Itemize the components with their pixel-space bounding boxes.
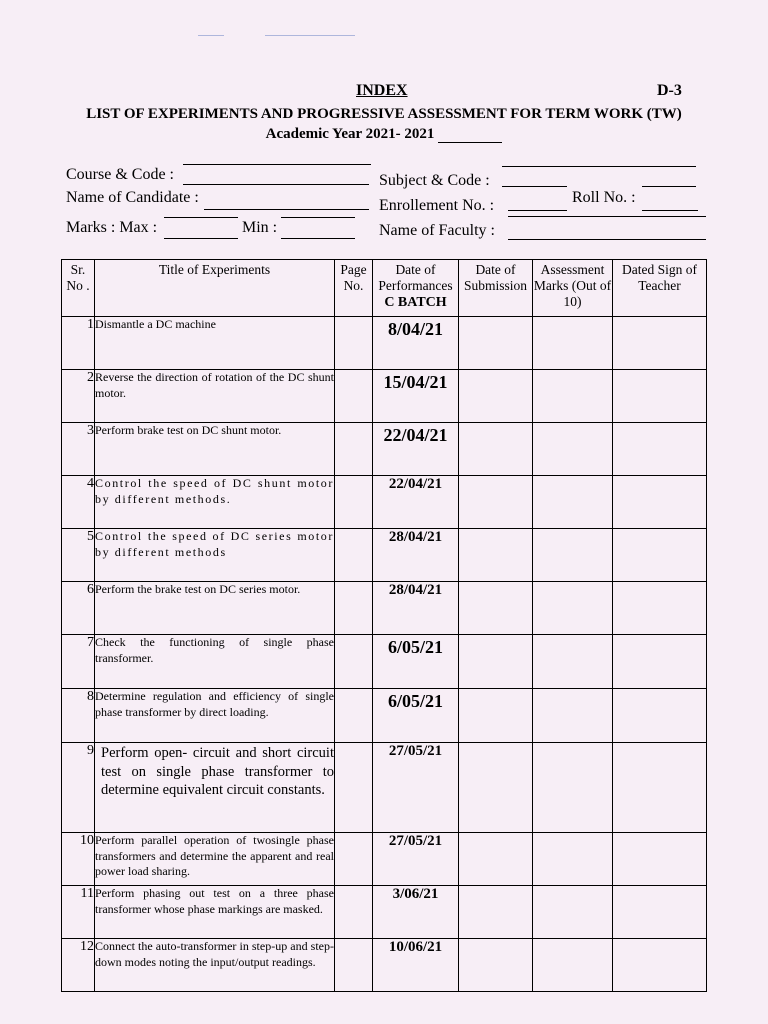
- row-page[interactable]: [335, 423, 373, 476]
- subject-code-line-a: [502, 186, 567, 187]
- row-page[interactable]: [335, 939, 373, 992]
- header-title: Title of Experiments: [95, 260, 335, 317]
- min-line: [281, 238, 355, 239]
- row-page[interactable]: [335, 370, 373, 423]
- row-sr: 6: [62, 582, 95, 635]
- row-date: 28/04/21: [373, 529, 459, 582]
- row-assessment[interactable]: [533, 370, 613, 423]
- table-row: [62, 317, 707, 370]
- academic-year: [0, 126, 768, 143]
- row-assessment[interactable]: [533, 939, 613, 992]
- subject-code-label: Subject & Code :: [379, 172, 490, 189]
- header-date-performance: [373, 260, 459, 317]
- row-submission[interactable]: [459, 582, 533, 635]
- row-page[interactable]: [335, 476, 373, 529]
- header-teacher-sign: Dated Sign of Teacher: [613, 260, 707, 317]
- row-submission[interactable]: [459, 886, 533, 939]
- min-line-top: [281, 217, 355, 218]
- row-page[interactable]: [335, 886, 373, 939]
- table-row: [62, 635, 707, 689]
- table-row: [62, 476, 707, 529]
- top-rule-left: [198, 35, 224, 36]
- row-assessment[interactable]: [533, 423, 613, 476]
- header-assessment: Assessment Marks (Out of 10): [533, 260, 613, 317]
- row-title: Control the speed of DC series motor by different methods: [95, 529, 335, 582]
- row-page[interactable]: [335, 833, 373, 886]
- row-assessment[interactable]: [533, 886, 613, 939]
- table-row: [62, 743, 707, 833]
- row-title: Connect the auto-transformer in step-up and step-down modes noting the input/output readings.: [95, 939, 335, 992]
- index-heading: INDEX: [356, 82, 408, 99]
- row-sr: 10: [62, 833, 95, 886]
- row-sr: 9: [62, 743, 95, 833]
- row-page[interactable]: [335, 635, 373, 689]
- min-label: Min :: [242, 219, 278, 236]
- row-assessment[interactable]: [533, 529, 613, 582]
- row-date: 28/04/21: [373, 582, 459, 635]
- row-sign[interactable]: [613, 317, 707, 370]
- row-submission[interactable]: [459, 529, 533, 582]
- academic-year-text: Academic Year 2021- 2021: [265, 126, 435, 142]
- document-code: D-3: [657, 82, 682, 99]
- row-title: Perform brake test on DC shunt motor.: [95, 423, 335, 476]
- row-submission[interactable]: [459, 423, 533, 476]
- row-assessment[interactable]: [533, 833, 613, 886]
- table-row: [62, 833, 707, 886]
- marks-max-line-top: [164, 217, 238, 218]
- row-submission[interactable]: [459, 370, 533, 423]
- row-assessment[interactable]: [533, 689, 613, 743]
- row-sign[interactable]: [613, 370, 707, 423]
- row-sign[interactable]: [613, 886, 707, 939]
- table-row: [62, 582, 707, 635]
- course-code-line-1: [183, 164, 371, 165]
- row-date: 27/05/21: [373, 833, 459, 886]
- row-assessment[interactable]: [533, 743, 613, 833]
- row-sr: 4: [62, 476, 95, 529]
- enrollment-line: [508, 210, 567, 211]
- row-page[interactable]: [335, 317, 373, 370]
- row-sr: 1: [62, 317, 95, 370]
- table-row: [62, 689, 707, 743]
- table-header-row: [62, 260, 707, 317]
- row-page[interactable]: [335, 689, 373, 743]
- header-sr-no: Sr. No .: [62, 260, 95, 317]
- row-sr: 11: [62, 886, 95, 939]
- roll-no-line: [642, 210, 698, 211]
- row-sr: 8: [62, 689, 95, 743]
- subject-code-line-top: [502, 166, 696, 167]
- row-sign[interactable]: [613, 423, 707, 476]
- row-title: Reverse the direction of rotation of the DC shunt motor.: [95, 370, 335, 423]
- row-date: 6/05/21: [373, 635, 459, 689]
- row-date: 10/06/21: [373, 939, 459, 992]
- row-sr: 3: [62, 423, 95, 476]
- candidate-name-label: Name of Candidate :: [66, 189, 199, 206]
- header-date-performance-text: Date of Performances: [378, 262, 453, 293]
- subject-code-line-b: [642, 186, 696, 187]
- row-date: 8/04/21: [373, 317, 459, 370]
- row-title: Perform parallel operation of twosingle phase transformers and determine the apparent and real power load sharing.: [95, 833, 335, 886]
- page-subtitle: LIST OF EXPERIMENTS AND PROGRESSIVE ASSESSMENT FOR TERM WORK (TW): [86, 106, 682, 122]
- row-submission[interactable]: [459, 743, 533, 833]
- row-sr: 12: [62, 939, 95, 992]
- candidate-name-line: [204, 209, 369, 210]
- row-sign[interactable]: [613, 689, 707, 743]
- row-submission[interactable]: [459, 476, 533, 529]
- row-submission[interactable]: [459, 833, 533, 886]
- row-page[interactable]: [335, 529, 373, 582]
- faculty-label: Name of Faculty :: [379, 222, 495, 239]
- row-submission[interactable]: [459, 689, 533, 743]
- row-submission[interactable]: [459, 939, 533, 992]
- row-sign[interactable]: [613, 939, 707, 992]
- row-page[interactable]: [335, 582, 373, 635]
- row-assessment[interactable]: [533, 317, 613, 370]
- row-date: 27/05/21: [373, 743, 459, 833]
- row-sr: 5: [62, 529, 95, 582]
- row-sign[interactable]: [613, 833, 707, 886]
- row-sign[interactable]: [613, 582, 707, 635]
- row-assessment[interactable]: [533, 635, 613, 689]
- course-code-label: Course & Code :: [66, 166, 174, 183]
- row-submission[interactable]: [459, 317, 533, 370]
- row-sign[interactable]: [613, 635, 707, 689]
- header-date-submission: Date of Submission: [459, 260, 533, 317]
- course-code-line-2: [183, 184, 369, 185]
- academic-year-blank: [438, 128, 502, 143]
- row-submission[interactable]: [459, 635, 533, 689]
- row-sign[interactable]: [613, 529, 707, 582]
- enrollment-label: Enrollement No. :: [379, 197, 495, 214]
- row-sr: 2: [62, 370, 95, 423]
- row-sr: 7: [62, 635, 95, 689]
- faculty-line: [508, 239, 706, 240]
- marks-max-line: [164, 238, 238, 239]
- row-sign[interactable]: [613, 476, 707, 529]
- row-date: 22/04/21: [373, 476, 459, 529]
- table-row: [62, 370, 707, 423]
- row-page[interactable]: [335, 743, 373, 833]
- row-title: Control the speed of DC shunt motor by different methods.: [95, 476, 335, 529]
- row-assessment[interactable]: [533, 582, 613, 635]
- row-date: 15/04/21: [373, 370, 459, 423]
- table-row: [62, 529, 707, 582]
- row-title: Dismantle a DC machine: [95, 317, 335, 370]
- table-row: [62, 886, 707, 939]
- row-title: Perform open- circuit and short circuit test on single phase transformer to determine equivalent circuit constants.: [95, 743, 335, 833]
- row-date: 3/06/21: [373, 886, 459, 939]
- experiments-table: [61, 259, 707, 992]
- table-row: [62, 423, 707, 476]
- row-sign[interactable]: [613, 743, 707, 833]
- row-title: Determine regulation and efficiency of single phase transformer by direct loading.: [95, 689, 335, 743]
- marks-max-label: Marks : Max :: [66, 219, 158, 236]
- roll-no-label: Roll No. :: [572, 189, 636, 206]
- row-assessment[interactable]: [533, 476, 613, 529]
- top-rule-right: [265, 35, 355, 36]
- header-page-no: Page No.: [335, 260, 373, 317]
- row-date: 6/05/21: [373, 689, 459, 743]
- row-title: Check the functioning of single phase transformer.: [95, 635, 335, 689]
- roll-no-line-2: [508, 216, 706, 217]
- table-row: [62, 939, 707, 992]
- row-title: Perform the brake test on DC series motor.: [95, 582, 335, 635]
- row-date: 22/04/21: [373, 423, 459, 476]
- batch-label: C BATCH: [384, 295, 447, 310]
- row-title: Perform phasing out test on a three phase transformer whose phase markings are masked.: [95, 886, 335, 939]
